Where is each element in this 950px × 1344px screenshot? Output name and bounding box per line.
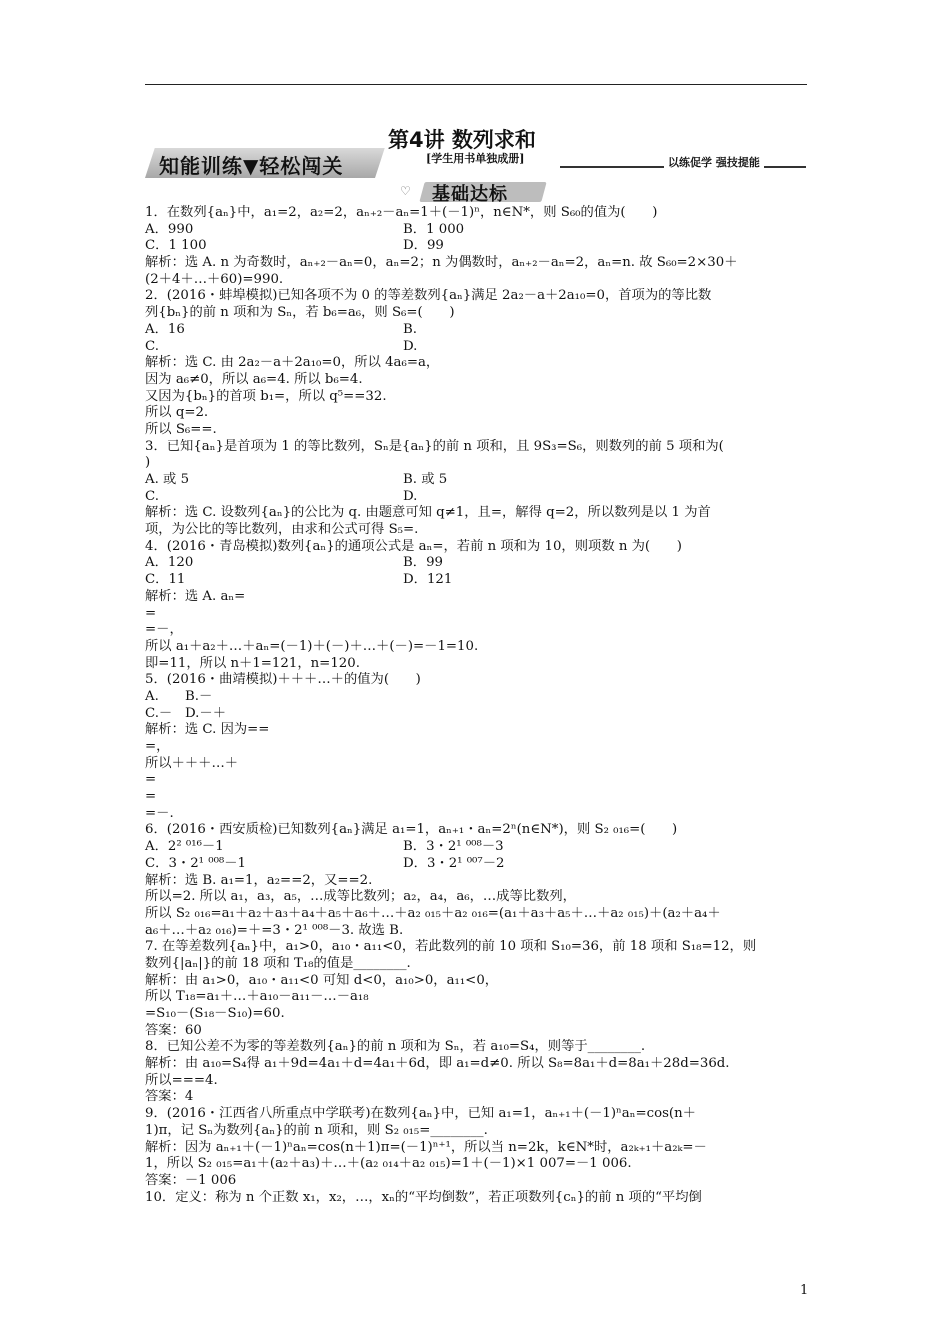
text-line bbox=[145, 1123, 807, 1140]
text-line bbox=[145, 1156, 807, 1173]
text-line bbox=[145, 372, 807, 389]
text-line bbox=[145, 422, 807, 439]
heart-icon: ♡ bbox=[400, 184, 411, 198]
line-text: C．1 100 bbox=[145, 238, 207, 254]
motto: 以练促学 强技提能 bbox=[664, 154, 764, 170]
top-rule bbox=[145, 84, 807, 85]
line-text: 2．(2016・蚌埠模拟)已知各项不为 0 的等差数列{aₙ}满足 2a₂－a＋2a₁₀=0，首项为的等比数 bbox=[145, 288, 712, 304]
text-line bbox=[145, 606, 807, 623]
banner-text: 知能训练▼轻松闯关 bbox=[159, 154, 344, 178]
option-right: B. bbox=[403, 321, 417, 337]
text-line bbox=[145, 505, 807, 522]
text-line bbox=[145, 706, 807, 723]
line-text: ) bbox=[145, 455, 151, 471]
line-text: 8．已知公差不为零的等差数列{aₙ}的前 n 项和为 Sₙ，若 a₁₀=S₄，则等于________. bbox=[145, 1039, 646, 1055]
line-text: 项，为公比的等比数列，由求和公式可得 S₅=. bbox=[145, 522, 419, 538]
line-text: =－. bbox=[145, 805, 174, 821]
line-text: 解析：选 C. 设数列{aₙ}的公比为 q. 由题意可知 q≠1，且=，解得 q=2，所以数列是以 1 为首 bbox=[145, 505, 711, 521]
line-text: 答案：60 bbox=[145, 1022, 202, 1038]
option-right: D. bbox=[403, 488, 418, 504]
line-text: 4．(2016・青岛模拟)数列{aₙ}的通项公式是 aₙ=，若前 n 项和为 10，则项数 n 为( ) bbox=[145, 538, 682, 554]
text-line bbox=[145, 622, 807, 639]
line-text: 解析：选 A. aₙ= bbox=[145, 588, 246, 604]
document-body bbox=[145, 205, 807, 1206]
text-line bbox=[145, 455, 807, 472]
text-line bbox=[145, 1106, 807, 1123]
line-text: 解析：选 A. n 为奇数时，aₙ₊₂－aₙ=0，aₙ=2；n 为偶数时，aₙ₊₂－aₙ=2，aₙ=n. 故 S₆₀=2×30＋ bbox=[145, 255, 738, 271]
text-line bbox=[145, 589, 807, 606]
text-line bbox=[145, 856, 807, 873]
text-line bbox=[145, 472, 807, 489]
text-line bbox=[145, 839, 807, 856]
line-text: a₆＋…＋a₂ ₀₁₆)=＋=3・2¹ ⁰⁰⁸－3. 故选 B. bbox=[145, 922, 404, 938]
text-line bbox=[145, 639, 807, 656]
line-text: 答案：－1 006 bbox=[145, 1172, 237, 1188]
text-line bbox=[145, 822, 807, 839]
line-text: = bbox=[145, 605, 157, 621]
line-text: (2＋4＋…＋60)=990. bbox=[145, 271, 284, 287]
text-line bbox=[145, 689, 807, 706]
page-number: 1 bbox=[800, 1283, 809, 1298]
option-right: D．3・2¹ ⁰⁰⁷－2 bbox=[403, 855, 505, 871]
text-line bbox=[145, 1056, 807, 1073]
text-line bbox=[145, 1039, 807, 1056]
text-line bbox=[145, 989, 807, 1006]
option-right: D．99 bbox=[403, 238, 444, 254]
text-line bbox=[145, 672, 807, 689]
line-text: A. 或 5 bbox=[145, 472, 190, 487]
text-line bbox=[145, 956, 807, 973]
text-line bbox=[145, 222, 807, 239]
line-text: 解析：由 a₁>0，a₁₀・a₁₁<0 可知 d<0，a₁₀>0，a₁₁<0， bbox=[145, 972, 499, 988]
text-line bbox=[145, 656, 807, 673]
line-text: 解析：选 B. a₁=1，a₂==2，又==2. bbox=[145, 872, 373, 888]
text-line bbox=[145, 439, 807, 456]
line-text: 即=11，所以 n＋1=121，n=120. bbox=[145, 655, 360, 671]
line-text: A．990 bbox=[145, 221, 194, 237]
text-line bbox=[145, 1073, 807, 1090]
text-line bbox=[145, 339, 807, 356]
lesson-title: 第4讲 数列求和 bbox=[388, 128, 536, 152]
option-right: B．99 bbox=[403, 555, 443, 571]
line-text: 1)π，记 Sₙ为数列{aₙ}的前 n 项和，则 S₂ ₀₁₅=________. bbox=[145, 1122, 488, 1138]
lesson-subtitle: [学生用书单独成册] bbox=[426, 152, 525, 165]
text-line bbox=[145, 355, 807, 372]
line-text: C．11 bbox=[145, 572, 186, 588]
text-line bbox=[145, 906, 807, 923]
line-text: =－， bbox=[145, 622, 183, 638]
text-line bbox=[145, 288, 807, 305]
line-text: 所以 q=2. bbox=[145, 405, 209, 421]
option-right: B．1 000 bbox=[403, 221, 465, 237]
text-line bbox=[145, 772, 807, 789]
line-text: C．3・2¹ ⁰⁰⁸－1 bbox=[145, 855, 246, 871]
text-line bbox=[145, 238, 807, 255]
line-text: 解析：由 a₁₀=S₄得 a₁＋9d=4a₁＋d=4a₁＋6d，即 a₁=d≠0. 所以 S₈=8a₁＋d=8a₁＋28d=36d. bbox=[145, 1056, 730, 1072]
text-line bbox=[145, 756, 807, 773]
line-text: A. bbox=[145, 688, 159, 704]
line-text: 列{bₙ}的前 n 项和为 Sₙ，若 b₆=a₆，则 S₆=( ) bbox=[145, 305, 455, 321]
option-right: D.－＋ bbox=[185, 705, 227, 721]
line-text: A．16 bbox=[145, 321, 185, 337]
line-text: A．2² ⁰¹⁶－1 bbox=[145, 839, 224, 855]
text-line bbox=[145, 722, 807, 739]
text-line bbox=[145, 322, 807, 339]
line-text: 6．(2016・西安质检)已知数列{aₙ}满足 a₁=1，aₙ₊₁・aₙ=2ⁿ(n∈N*)，则 S₂ ₀₁₆=( ) bbox=[145, 822, 678, 838]
line-text: = bbox=[145, 772, 157, 788]
option-right: D. bbox=[403, 338, 418, 354]
text-line bbox=[145, 572, 807, 589]
text-line bbox=[145, 555, 807, 572]
text-line bbox=[145, 522, 807, 539]
text-line bbox=[145, 1089, 807, 1106]
line-text: 1，所以 S₂ ₀₁₅=a₁＋(a₂＋a₃)＋…＋(a₂ ₀₁₄＋a₂ ₀₁₅)=1＋(－1)×1 007=－1 006. bbox=[145, 1156, 632, 1172]
line-text: 所以=2. 所以 a₁，a₃，a₅，…成等比数列；a₂，a₄，a₆，…成等比数列， bbox=[145, 889, 576, 905]
line-text: 解析：选 C. 因为== bbox=[145, 722, 270, 738]
text-line bbox=[145, 873, 807, 890]
line-text: 1．在数列{aₙ}中，a₁=2，a₂=2，aₙ₊₂－aₙ=1＋(－1)ⁿ，n∈N*，则 S₆₀的值为( ) bbox=[145, 205, 658, 220]
option-right: B.－ bbox=[185, 688, 213, 704]
line-text: 7. 在等差数列{aₙ}中，a₁>0，a₁₀・a₁₁<0，若此数列的前 10 项和 S₁₀=36，前 18 项和 S₁₈=12，则 bbox=[145, 939, 757, 955]
option-right: B. 或 5 bbox=[403, 472, 448, 487]
line-text: C. bbox=[145, 488, 159, 504]
text-line bbox=[145, 1173, 807, 1190]
line-text: 又因为{bₙ}的首项 b₁=，所以 q⁵==32. bbox=[145, 388, 387, 404]
text-line bbox=[145, 973, 807, 990]
line-text: 答案：4 bbox=[145, 1089, 194, 1105]
line-text: 所以 T₁₈=a₁＋…＋a₁₀－a₁₁－…－a₁₈ bbox=[145, 989, 369, 1005]
text-line bbox=[145, 1140, 807, 1157]
text-line bbox=[145, 389, 807, 406]
line-text: 所以 a₁＋a₂＋…＋aₙ=(－1)＋(－)＋…＋(－)=－1=10. bbox=[145, 638, 479, 654]
line-text: 解析：因为 aₙ₊₁＋(－1)ⁿaₙ=cos(n＋1)π=(－1)ⁿ⁺¹，所以当 n=2k，k∈N*时，a₂ₖ₊₁＋a₂ₖ=－ bbox=[145, 1139, 707, 1155]
line-text: 所以＋＋＋…＋ bbox=[145, 755, 239, 771]
text-line bbox=[145, 1006, 807, 1023]
text-line bbox=[145, 405, 807, 422]
text-line bbox=[145, 789, 807, 806]
option-right: B．3・2¹ ⁰⁰⁸－3 bbox=[403, 839, 504, 855]
text-line bbox=[145, 255, 807, 272]
line-text: 10．定义：称为 n 个正数 x₁，x₂，…，xₙ的“平均倒数”，若正项数列{cₙ}的前 n 项的“平均倒 bbox=[145, 1189, 702, 1205]
line-text: =S₁₀－(S₁₈－S₁₀)=60. bbox=[145, 1006, 285, 1021]
line-text: 3．已知{aₙ}是首项为 1 的等比数列，Sₙ是{aₙ}的前 n 项和，且 9S₃=S₆，则数列的前 5 项和为( bbox=[145, 438, 724, 454]
text-line bbox=[145, 889, 807, 906]
line-text: = bbox=[145, 789, 157, 805]
line-text: 所以 S₆==. bbox=[145, 421, 217, 437]
line-text: =， bbox=[145, 739, 170, 754]
line-text: 数列{|aₙ|}的前 18 项和 T₁₈的值是________. bbox=[145, 955, 411, 971]
text-line bbox=[145, 923, 807, 940]
chapter-banner bbox=[145, 148, 375, 178]
line-text: C.－ bbox=[145, 705, 173, 721]
line-text: 所以===4. bbox=[145, 1072, 218, 1088]
text-line bbox=[145, 539, 807, 556]
line-text: A．120 bbox=[145, 555, 194, 571]
line-text: 9．(2016・江西省八所重点中学联考)在数列{aₙ}中，已知 a₁=1，aₙ₊₁＋(－1)ⁿaₙ=cos(n＋ bbox=[145, 1106, 696, 1122]
line-text: C. bbox=[145, 338, 159, 354]
line-text: 5．(2016・曲靖模拟)＋＋＋…＋的值为( ) bbox=[145, 672, 421, 688]
text-line bbox=[145, 1190, 807, 1207]
section-header bbox=[392, 180, 552, 204]
line-text: 所以 S₂ ₀₁₆=a₁＋a₂＋a₃＋a₄＋a₅＋a₆＋…＋a₂ ₀₁₅＋a₂ ₀₁₆=(a₁＋a₃＋a₅＋…＋a₂ ₀₁₅)＋(a₂＋a₄＋ bbox=[145, 905, 721, 921]
section-title: 基础达标 bbox=[432, 184, 508, 205]
line-text: 解析：选 C. 由 2a₂－a＋2a₁₀=0，所以 4a₆=a， bbox=[145, 355, 440, 371]
text-line bbox=[145, 489, 807, 506]
line-text: 因为 a₆≠0，所以 a₆=4. 所以 b₆=4. bbox=[145, 371, 363, 387]
text-line bbox=[145, 739, 807, 756]
text-line bbox=[145, 305, 807, 322]
text-line bbox=[145, 939, 807, 956]
text-line bbox=[145, 272, 807, 289]
text-line bbox=[145, 205, 807, 222]
text-line bbox=[145, 806, 807, 823]
option-right: D．121 bbox=[403, 572, 453, 588]
text-line bbox=[145, 1023, 807, 1040]
